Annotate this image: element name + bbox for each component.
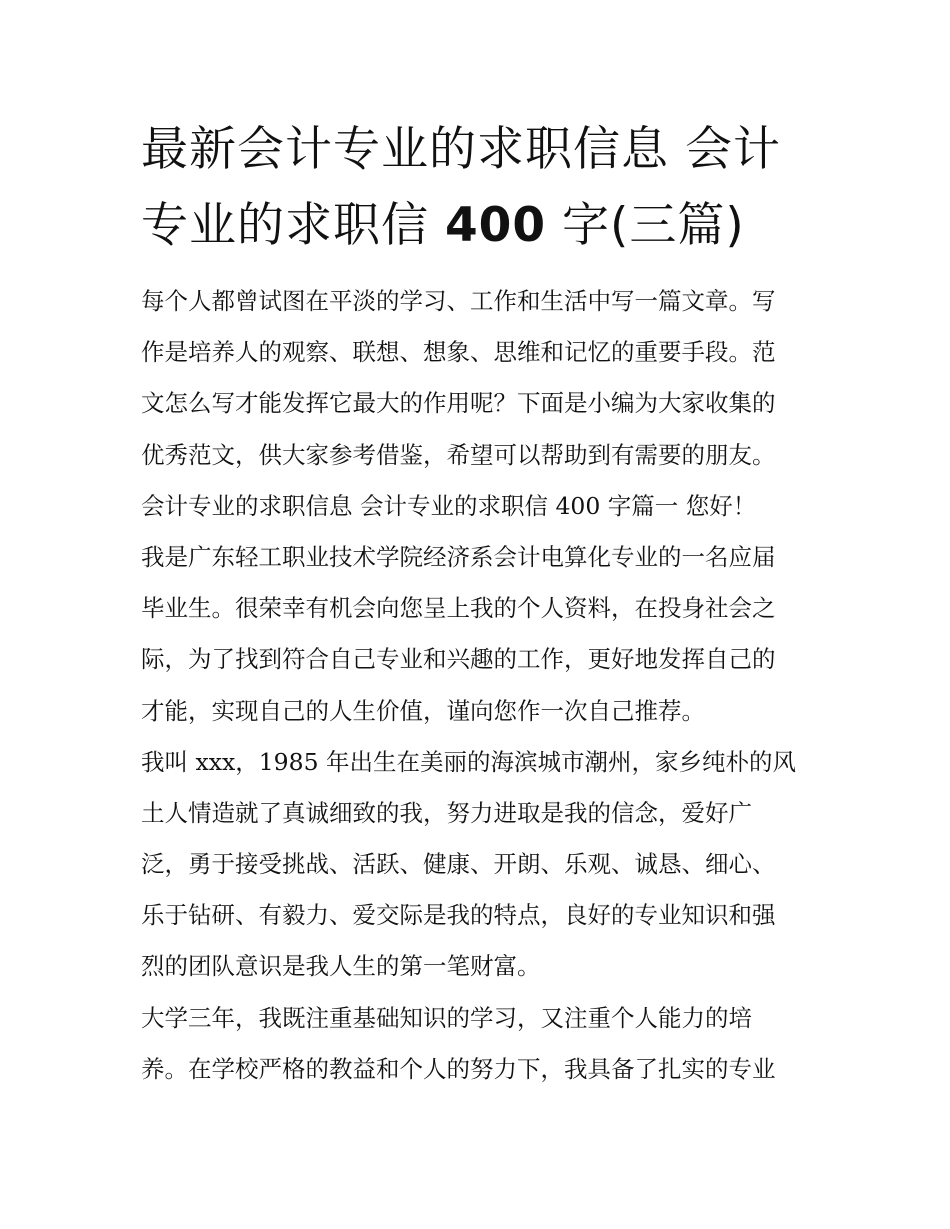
body-line: 大学三年，我既注重基础知识的学习，又注重个人能力的培 [141, 1003, 752, 1032]
title-line-2-text: 专业的求职信 [141, 198, 445, 253]
title-line-2-suffix: 字(三篇) [546, 198, 745, 253]
body-line: 泛，勇于接受挑战、活跃、健康、开朗、乐观、诚恳、细心、 [141, 850, 776, 879]
body-line: 土人情造就了真诚细致的我，努力进取是我的信念，爱好广 [141, 798, 752, 827]
body-line: 我叫 xxx，1985 年出生在美丽的海滨城市潮州，家乡纯朴的风 [141, 747, 797, 776]
title-line-1: 最新会计专业的求职信息 会计 [141, 122, 781, 177]
body-line: 烈的团队意识是我人生的第一笔财富。 [141, 952, 541, 981]
body-line: 我是广东轻工职业技术学院经济系会计电算化专业的一名应届 [141, 542, 776, 571]
body-line: 每个人都曾试图在平淡的学习、工作和生活中写一篇文章。写 [141, 287, 776, 315]
body-line: 际，为了找到符合自己专业和兴趣的工作，更好地发挥自己的 [141, 645, 776, 674]
body-line: 养。在学校严格的教益和个人的努力下，我具备了扎实的专业 [141, 1054, 776, 1083]
body-line: 优秀范文，供大家参考借鉴，希望可以帮助到有需要的朋友。 [141, 440, 776, 469]
document-body [141, 276, 821, 1095]
document-title [141, 112, 821, 264]
title-line-2-number: 400 [444, 198, 547, 253]
title-line-2 [141, 188, 821, 264]
body-line: 会计专业的求职信息 会计专业的求职信 400 字篇一 您好！ [141, 491, 757, 520]
body-line: 才能，实现自己的人生价值，谨向您作一次自己推荐。 [141, 696, 705, 725]
body-line: 毕业生。很荣幸有机会向您呈上我的个人资料，在投身社会之 [141, 594, 776, 623]
body-line: 乐于钻研、有毅力、爱交际是我的特点，良好的专业知识和强 [141, 901, 776, 930]
body-line: 文怎么写才能发挥它最大的作用呢？下面是小编为大家收集的 [141, 389, 776, 418]
body-line: 作是培养人的观察、联想、想象、思维和记忆的重要手段。范 [141, 338, 776, 367]
